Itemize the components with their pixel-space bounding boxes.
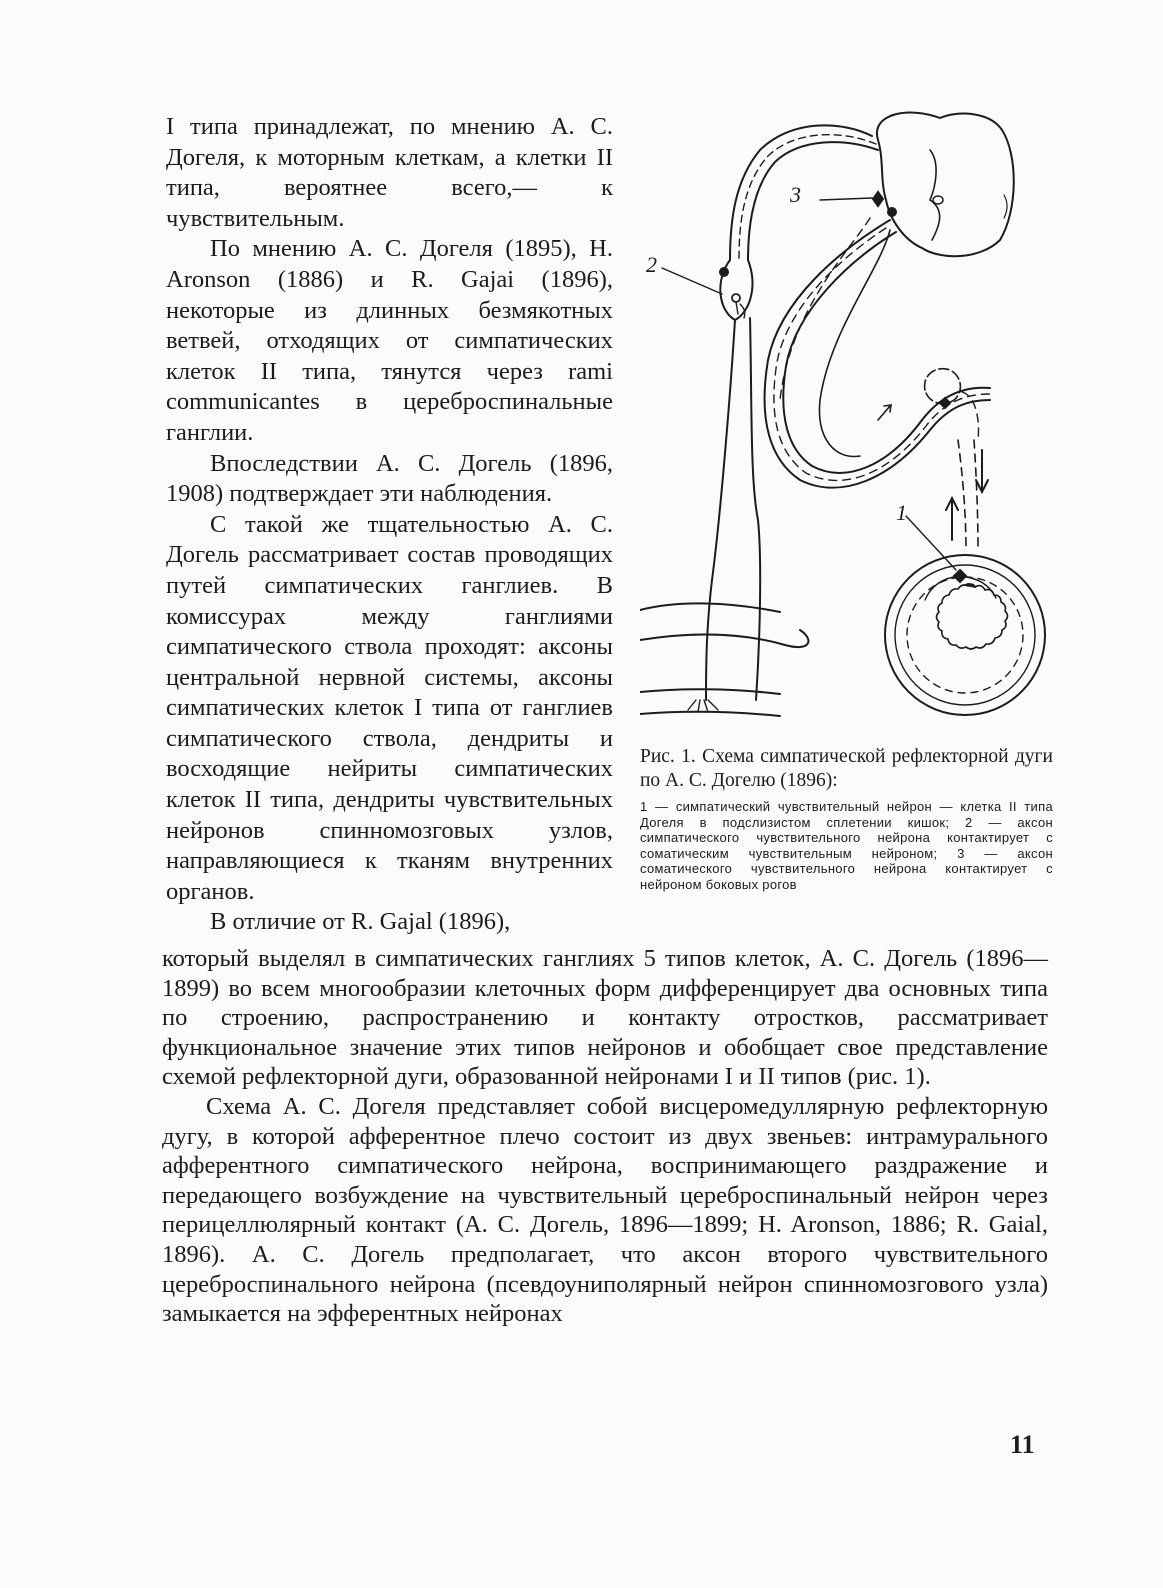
paragraph-5: В отличие от R. Gajal (1896), [210, 908, 511, 936]
tissue-line-3 [640, 689, 780, 694]
figure-caption [640, 745, 1053, 893]
full-width-text [162, 944, 1048, 1329]
paragraph-7: Схема А. С. Догеля представляет собой висцеромедуллярную рефлекторную дугу, в которой афферентное плечо состоит из двух звеньев: интрамурального афферентного симпатического нейрона, воспринимающего раздражение и передающего возбуждение на чувствительный цереброспинальный нейрон через перицеллюлярный контакт (А. С. Догель, 1896—1899; H. Aronson, 1886; R. Gaial, 1896). А. С. Догель предполагает, что аксон второго чувствительного цереброспинального нейрона (псевдоуниполярный нейрон спинномозгового узла) замыкается на эфферентных нейронах [162, 1092, 1048, 1328]
ganglion-neuron [940, 398, 950, 408]
lateral-horn-neuron [888, 208, 896, 216]
page-number: 11 [1010, 1430, 1035, 1459]
reflex-arc-figure [640, 100, 1060, 740]
arc-inner [783, 232, 990, 473]
paragraph-1: I типа принадлежат, по мнению А. С. Догеля, к моторным клеткам, а клетки II типа, вероятнее всего,— к чувствительным. [166, 113, 613, 232]
dorsal-root-inner [748, 142, 878, 260]
dorsal-root-outer [730, 125, 872, 260]
intestine-outer [885, 555, 1045, 715]
nerve-trunk-left [706, 320, 735, 700]
caption-legend: 1 — симпатический чувствительный нейрон — клетка II типа Догеля в подслизистом сплетении кишок; 2 — аксон симпатического чувствительного нейрона контактирует с соматическим чувствительным нейроном; 3 — аксон соматического чувствительного нейрона контактирует с нейроном боковых рогов [640, 799, 1053, 892]
gray-matter [930, 150, 940, 240]
figure-label-3: 3 [790, 182, 801, 207]
reflex-arc-diagram [640, 100, 1060, 740]
paragraph-3: Впоследствии А. С. Догель (1896, 1908) подтверждает эти наблюдения. [166, 449, 613, 508]
pointer-2 [662, 268, 722, 294]
intestine-mucosa [937, 584, 1008, 649]
intestine-dash [907, 577, 1023, 693]
sympathetic-ganglion [925, 369, 961, 404]
pointer-3 [820, 198, 872, 200]
arrow-up [946, 498, 958, 540]
caption-title: Рис. 1. Схема симпатической рефлекторной дуги по А. С. Догелю (1896): [640, 746, 1053, 791]
ganglion-cell-2 [732, 294, 740, 302]
arrow-mid [878, 405, 891, 420]
paragraph-4: С такой же тщательностью А. С. Догель рассматривает состав проводящих путей симпатических ганглиев. В комиссурах между ганглиями симпатического ствола проходят: аксоны центральной нервной системы, аксоны симпатических клеток I типа от ганглиев симпатического ствола, дендриты и восходящие нейриты симпатических клеток II типа, дендриты чувствительных нейронов спинномозговых узлов, направляющиеся к тканям внутренних органов. [166, 510, 613, 905]
tissue-line-2 [640, 630, 808, 647]
central-canal [933, 196, 943, 204]
tissue-line-4 [640, 712, 780, 716]
nerve-trunk-right [750, 318, 760, 700]
arrow-down [976, 450, 988, 492]
nerve-endings [688, 700, 718, 712]
figure-label-1: 1 [896, 500, 907, 525]
left-text-column [166, 112, 613, 938]
paragraph-6: который выделял в симпатических ганглиях 5 типов клеток, А. С. Догель (1896—1899) во всем многообразии клеточных форм дифференцирует два основных типа по строению, распространению и контакту отростков, рассматривает функциональное значение этих типов нейронов и обобщает свое представление схемой рефлекторной дуги, образованной нейронами I и II типов (рис. 1). [162, 945, 1048, 1091]
spinal-cord-outline [877, 113, 1014, 257]
dorsal-root-dash [739, 135, 876, 260]
neuron-3-body [873, 192, 883, 206]
intestine-wall [895, 565, 1035, 705]
ganglion-cell [720, 268, 728, 276]
figure-label-2: 2 [646, 252, 657, 277]
paragraph-2: По мнению А. С. Догеля (1895), H. Aronson (1886) и R. Gajai (1896), некоторые из длинных безмякотных ветвей, отходящих от симпатических клеток II типа, тянутся через rami communicantes в цереброспинальные ганглии. [166, 235, 613, 446]
